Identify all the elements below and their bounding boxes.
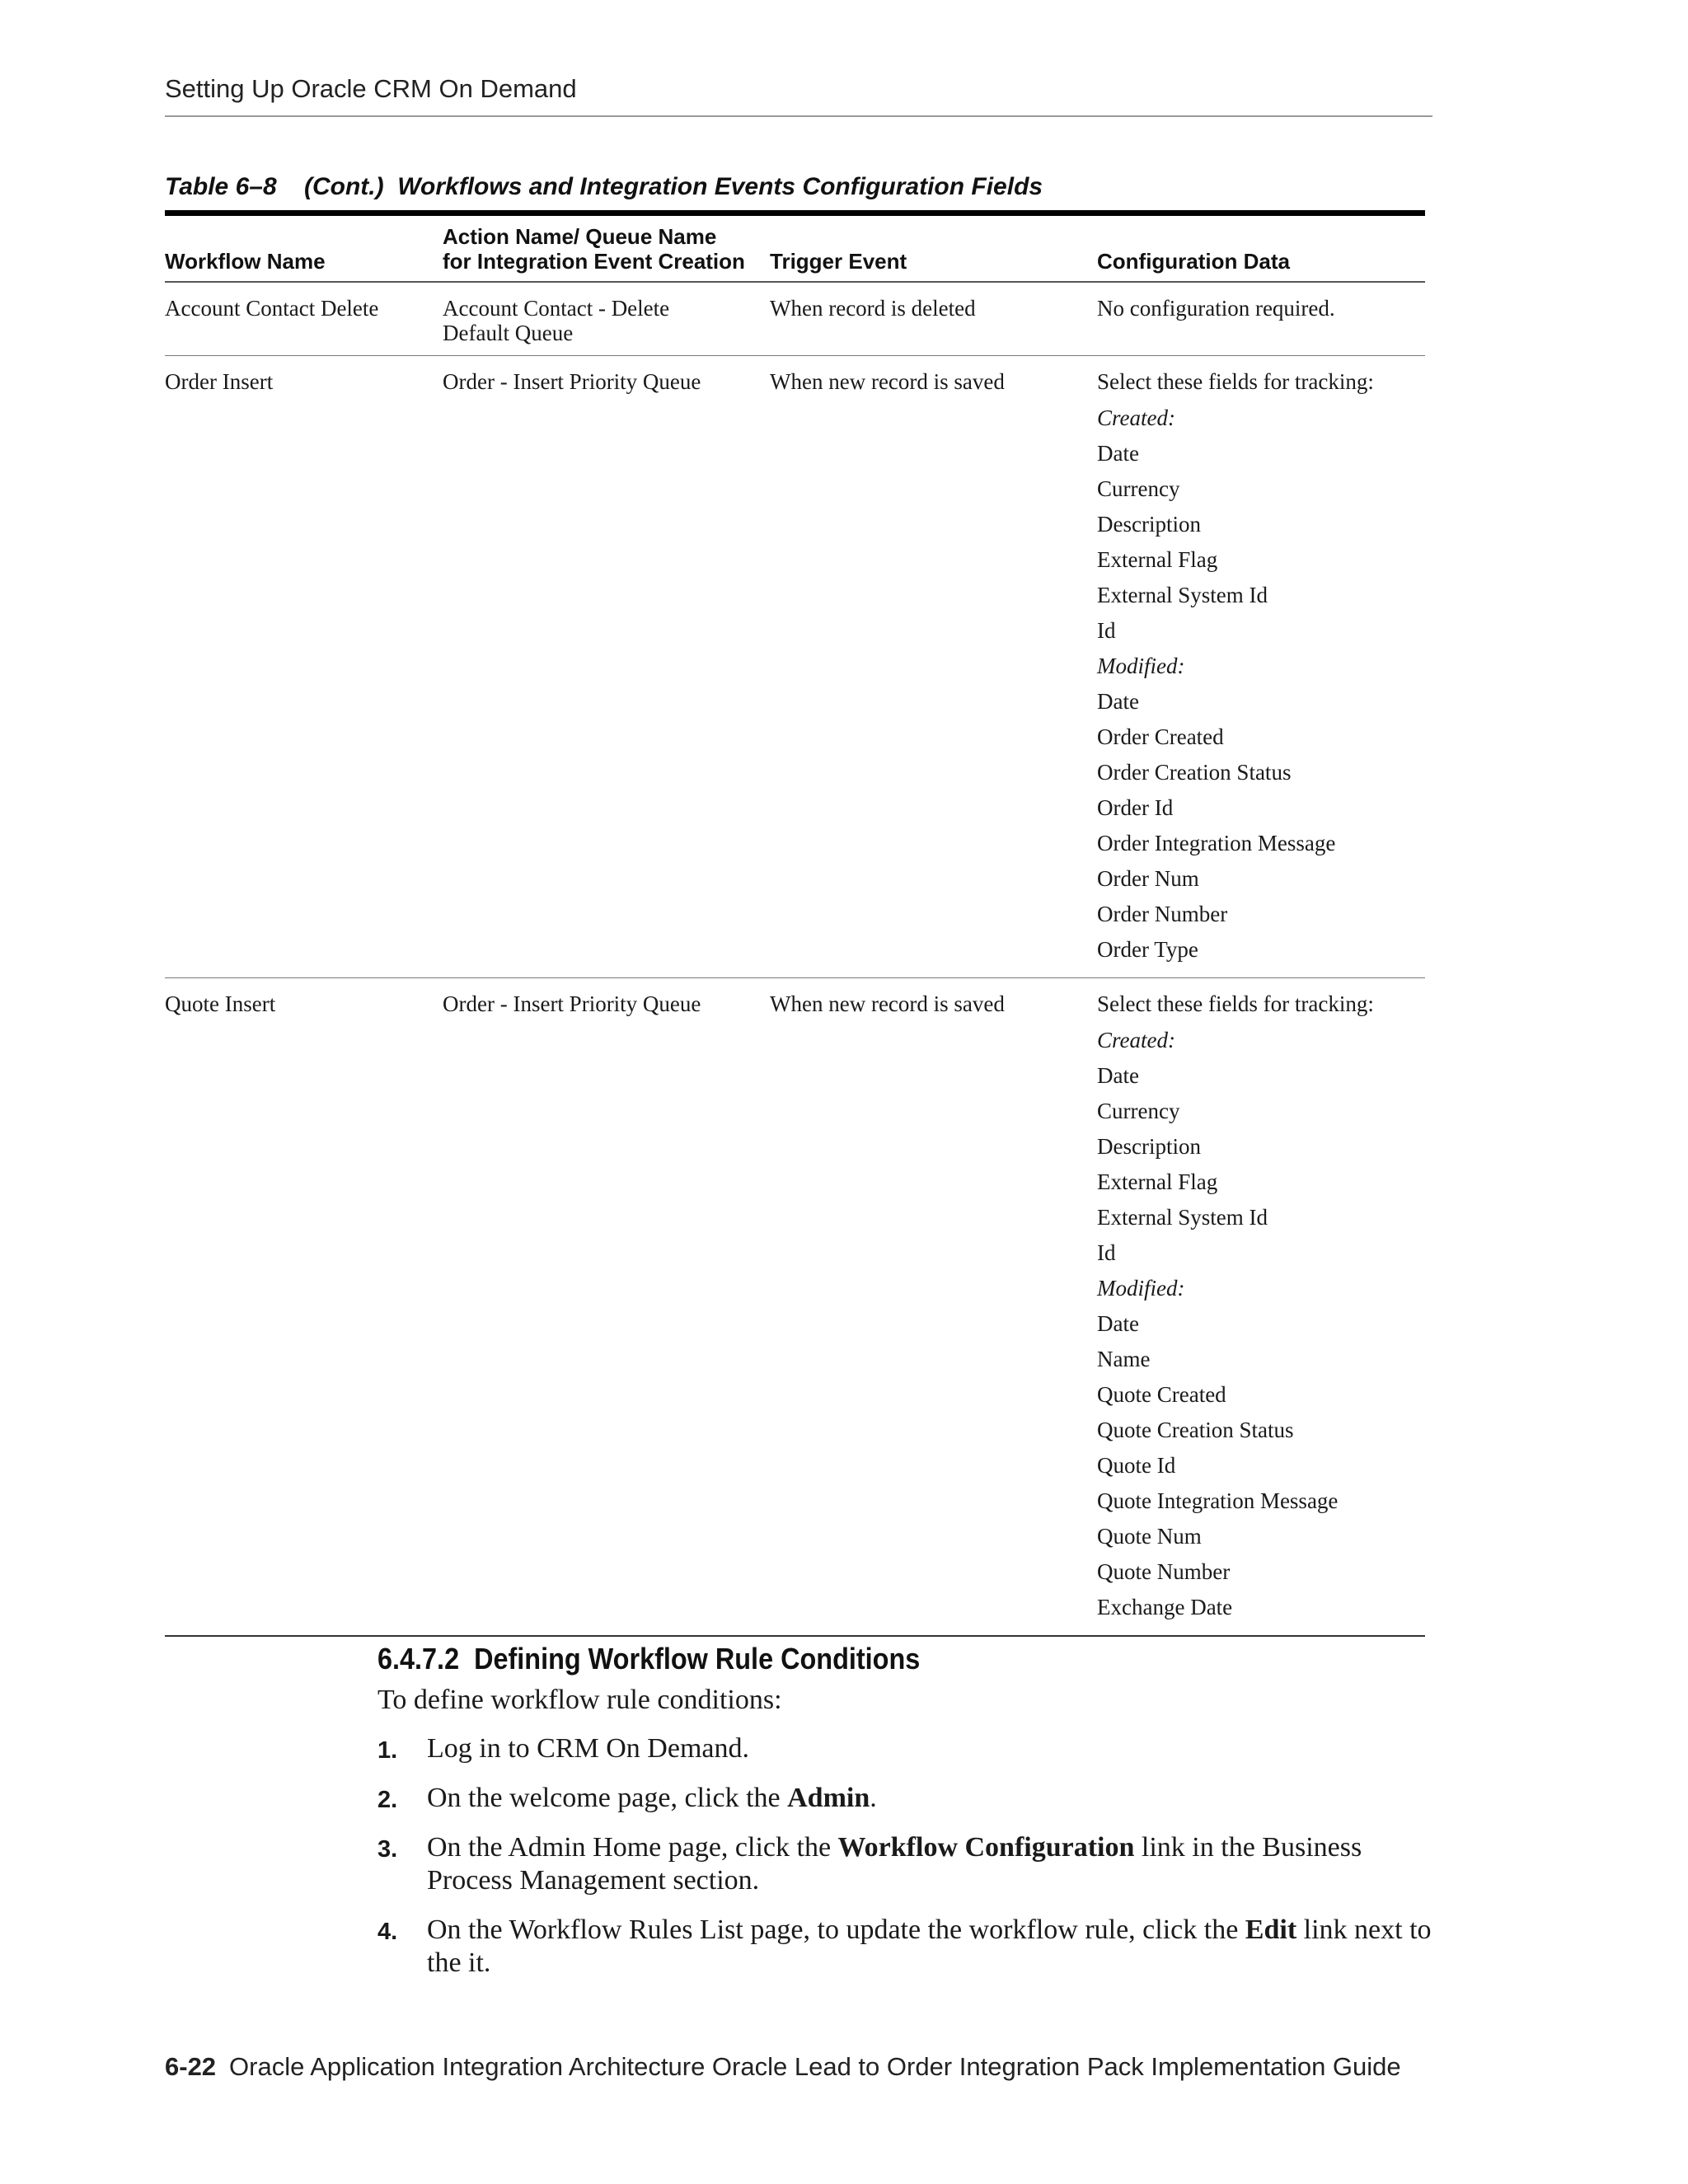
- tracking-instruction: Select these fields for tracking:: [1097, 991, 1374, 1016]
- col-header-action-line1: Action Name/ Queue Name: [443, 224, 717, 249]
- cell-configuration-data: [1097, 282, 1425, 356]
- table-body: [165, 282, 1425, 1636]
- cell-action-line2: Default Queue: [443, 321, 574, 345]
- step-text: On the welcome page, click the: [427, 1783, 788, 1813]
- cell-action-name: [443, 282, 770, 356]
- tracking-field: Quote Number: [1097, 1559, 1231, 1584]
- tracking-field: Quote Id: [1097, 1453, 1176, 1478]
- step-number: 4.: [377, 1919, 398, 1945]
- config-table: [165, 210, 1425, 1637]
- tracking-field: Currency: [1097, 1099, 1180, 1123]
- tracking-field-list: [1097, 991, 1417, 1625]
- col-header-trigger-event: Trigger Event: [770, 249, 907, 274]
- tracking-field: Quote Num: [1097, 1524, 1202, 1549]
- tracking-field: External System Id: [1097, 1205, 1268, 1230]
- step-text-end: link in the Business Process Management section.: [427, 1832, 1362, 1896]
- tracking-instruction: Select these fields for tracking:: [1097, 369, 1374, 394]
- tracking-field: Quote Integration Message: [1097, 1488, 1339, 1513]
- step-ui-label: Edit: [1245, 1915, 1297, 1945]
- tracking-field: External Flag: [1097, 547, 1218, 572]
- step-text-end: .: [870, 1783, 877, 1813]
- tracking-field: Order Id: [1097, 795, 1174, 820]
- configuration-text: No configuration required.: [1097, 296, 1335, 321]
- section-intro: To define workflow rule conditions:: [377, 1685, 782, 1715]
- procedure-step: [377, 1732, 1441, 1765]
- tracking-field: External Flag: [1097, 1169, 1218, 1194]
- tracking-field: External System Id: [1097, 583, 1268, 607]
- cell-configuration-data: [1097, 356, 1425, 978]
- tracking-field: Date: [1097, 1311, 1139, 1336]
- tracking-field: Order Num: [1097, 866, 1199, 891]
- step-text: On the Admin Home page, click the: [427, 1832, 838, 1863]
- table-row: [165, 282, 1425, 356]
- field-group-label: Modified:: [1097, 1276, 1185, 1301]
- procedure-step: [377, 1914, 1441, 1980]
- tracking-field: Quote Creation Status: [1097, 1418, 1294, 1442]
- page-footer: [165, 2052, 1401, 2082]
- tracking-field: Exchange Date: [1097, 1595, 1233, 1619]
- cell-action-name: [443, 356, 770, 978]
- procedure-step: [377, 1831, 1441, 1897]
- cell-workflow-name: Order Insert: [165, 369, 274, 394]
- col-header-action-name: [443, 213, 770, 283]
- table-caption: Table 6–8 (Cont.) Workflows and Integration Events Configuration Fields: [165, 173, 1043, 200]
- cell-trigger-event: When record is deleted: [770, 296, 976, 321]
- step-number: 1.: [377, 1737, 398, 1764]
- tracking-field: Description: [1097, 1134, 1201, 1159]
- table-row: [165, 356, 1425, 978]
- header-rule: [165, 115, 1432, 117]
- cell-action-name: [443, 978, 770, 1637]
- tracking-field-list: [1097, 369, 1417, 968]
- footer-title: Oracle Application Integration Architecture Oracle Lead to Order Integration Pack Implementation Guide: [229, 2052, 1401, 2081]
- procedure-step: [377, 1782, 1441, 1815]
- field-group-label: Modified:: [1097, 654, 1185, 678]
- tracking-field: Quote Created: [1097, 1382, 1226, 1407]
- cell-configuration-data: [1097, 978, 1425, 1637]
- tracking-field: Currency: [1097, 476, 1180, 501]
- cell-action-line1: Account Contact - Delete: [443, 296, 670, 321]
- tracking-field: Description: [1097, 512, 1201, 537]
- col-header-workflow-name: Workflow Name: [165, 249, 326, 274]
- tracking-field: Date: [1097, 1063, 1139, 1088]
- tracking-field: Order Creation Status: [1097, 760, 1292, 785]
- step-text-end: link next to the it.: [427, 1915, 1432, 1978]
- tracking-field: Order Integration Message: [1097, 831, 1336, 855]
- tracking-field: Date: [1097, 441, 1139, 466]
- tracking-field: Order Type: [1097, 937, 1198, 962]
- cell-trigger-event: When new record is saved: [770, 991, 1005, 1016]
- step-number: 2.: [377, 1787, 398, 1813]
- running-header: Setting Up Oracle CRM On Demand: [165, 74, 577, 103]
- step-text: On the Workflow Rules List page, to update the workflow rule, click the: [427, 1915, 1245, 1945]
- field-group-label: Created:: [1097, 405, 1175, 430]
- tracking-field: Name: [1097, 1347, 1151, 1371]
- tracking-field: Id: [1097, 618, 1116, 643]
- page-number: 6-22: [165, 2052, 217, 2081]
- field-group-label: Created:: [1097, 1028, 1175, 1052]
- tracking-field: Order Number: [1097, 902, 1228, 926]
- table-row: [165, 978, 1425, 1637]
- procedure-steps: [377, 1732, 1441, 1996]
- cell-action-line1: Order - Insert Priority Queue: [443, 991, 701, 1016]
- cell-action-line1: Order - Insert Priority Queue: [443, 369, 701, 394]
- tracking-field: Id: [1097, 1240, 1116, 1265]
- step-text: Log in to CRM On Demand.: [427, 1733, 749, 1764]
- table-header-row: [165, 213, 1425, 283]
- tracking-field: Date: [1097, 689, 1139, 714]
- step-ui-label: Workflow Configuration: [837, 1832, 1135, 1863]
- cell-workflow-name: Account Contact Delete: [165, 296, 379, 321]
- step-ui-label: Admin: [787, 1783, 870, 1813]
- tracking-field: Order Created: [1097, 724, 1224, 749]
- col-header-configuration-data: Configuration Data: [1097, 249, 1290, 274]
- section-heading: 6.4.7.2 Defining Workflow Rule Conditions: [377, 1642, 921, 1675]
- cell-workflow-name: Quote Insert: [165, 991, 276, 1016]
- col-header-action-line2: for Integration Event Creation: [443, 249, 745, 274]
- cell-trigger-event: When new record is saved: [770, 369, 1005, 394]
- step-number: 3.: [377, 1836, 398, 1863]
